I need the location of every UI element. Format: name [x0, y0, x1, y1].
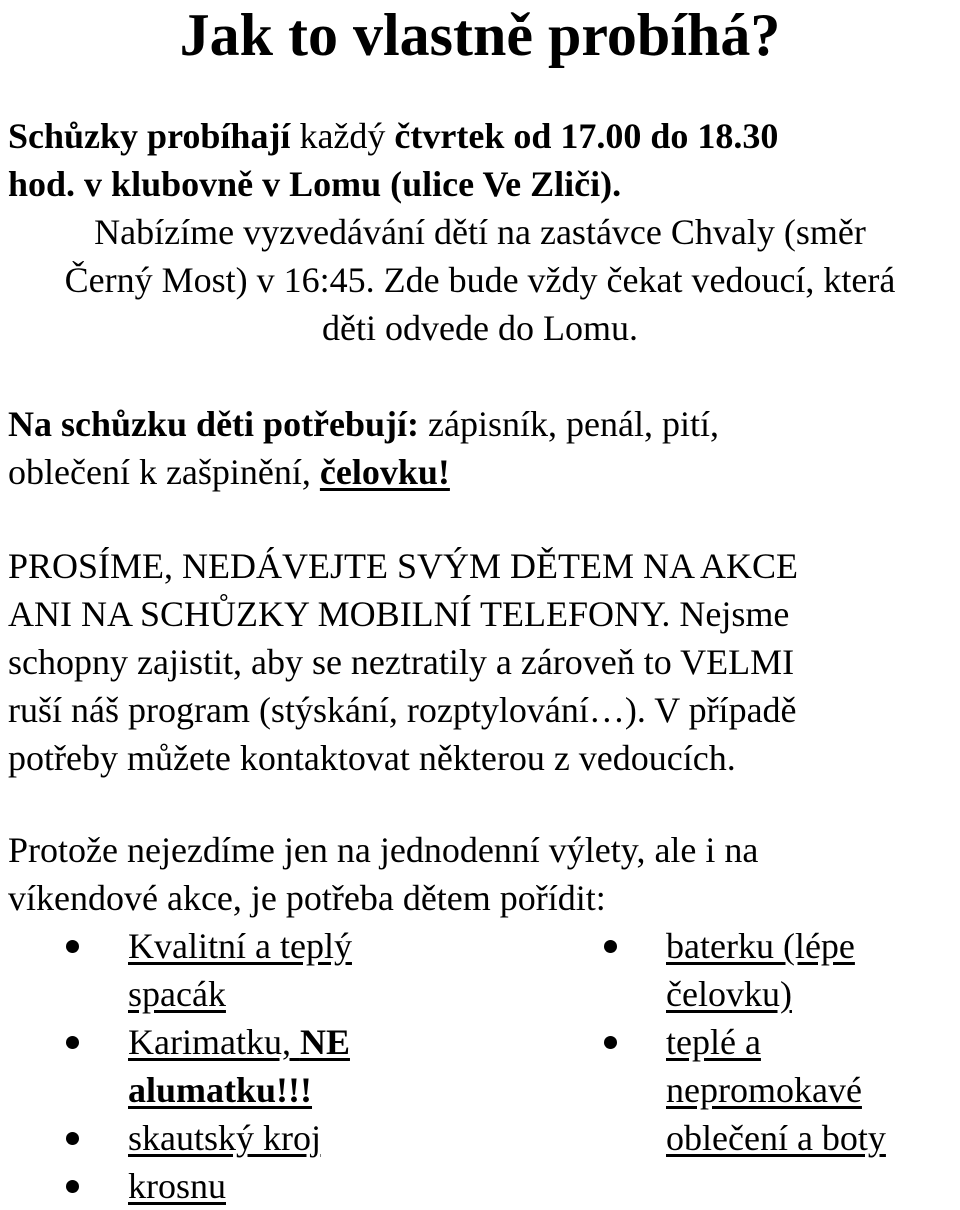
phones-line-4: ruší náš program (stýskání, rozptylování…). V případě: [8, 690, 797, 730]
list-item: [604, 1018, 904, 1162]
bullet-icon: [604, 940, 617, 953]
meeting-place: hod. v klubovně v Lomu (ulice Ve Zliči).: [8, 164, 622, 204]
list-item: [66, 922, 396, 1018]
list-item: [66, 1162, 396, 1210]
equipment-list-left: [66, 922, 396, 1210]
trips-line-2: víkendové akce, je potřeba dětem pořídit:: [8, 878, 606, 918]
phones-reason-start: Nejsme: [670, 594, 790, 634]
bullet-icon: [66, 1180, 79, 1193]
pickup-line-1: Nabízíme vyzvedávání dětí na zastávce Chvaly (směr: [94, 212, 866, 252]
list-item-text: baterku (lépe čelovku): [666, 926, 855, 1014]
list-item-text: skautský kroj: [128, 1118, 321, 1158]
needs-items: zápisník, penál, pití,: [419, 404, 719, 444]
equipment-list-right: [604, 922, 904, 1162]
meeting-label: Schůzky probíhají: [8, 116, 291, 156]
list-item-text: teplé a nepromokavé oblečení a boty: [666, 1022, 886, 1158]
page-title: Jak to vlastně probíhá?: [179, 2, 781, 68]
needs-items-2: oblečení k zašpinění,: [8, 452, 320, 492]
needs-label: Na schůzku děti potřebují:: [8, 404, 420, 444]
bullet-icon: [66, 1132, 79, 1145]
bullet-icon: [66, 940, 79, 953]
phones-line-2: [8, 590, 789, 638]
pickup-line-2: Černý Most) v 16:45. Zde bude vždy čekat vedoucí, která: [64, 260, 896, 300]
pickup-line-3: děti odvede do Lomu.: [322, 308, 638, 348]
meeting-line-1: [8, 112, 778, 160]
bullet-icon: [604, 1036, 617, 1049]
list-item-text: Karimatku,: [128, 1022, 300, 1062]
list-item: [66, 1018, 396, 1114]
list-item: [66, 1114, 396, 1162]
list-item-emphasis: NE alumatku!!!: [128, 1022, 350, 1110]
list-item-text: Kvalitní a teplý spacák: [128, 926, 352, 1014]
needs-line-2: [8, 448, 450, 496]
needs-headlamp: čelovku!: [319, 452, 450, 492]
meeting-every: každý: [290, 116, 395, 156]
phones-line-3: schopny zajistit, aby se neztratily a zároveň to VELMI: [8, 642, 795, 682]
phones-line-1: PROSÍME, NEDÁVEJTE SVÝM DĚTEM NA AKCE: [8, 546, 799, 586]
phones-line-5: potřeby můžete kontaktovat některou z vedoucích.: [8, 738, 736, 778]
list-item-text: krosnu: [128, 1166, 226, 1206]
phones-notice: ANI NA SCHŮZKY MOBILNÍ TELEFONY.: [8, 594, 671, 634]
meeting-time: čtvrtek od 17.00 do 18.30: [394, 116, 779, 156]
needs-line-1: [8, 400, 719, 448]
trips-line-1: Protože nejezdíme jen na jednodenní výlety, ale i na: [8, 830, 759, 870]
list-item: [604, 922, 904, 1018]
bullet-icon: [66, 1036, 79, 1049]
